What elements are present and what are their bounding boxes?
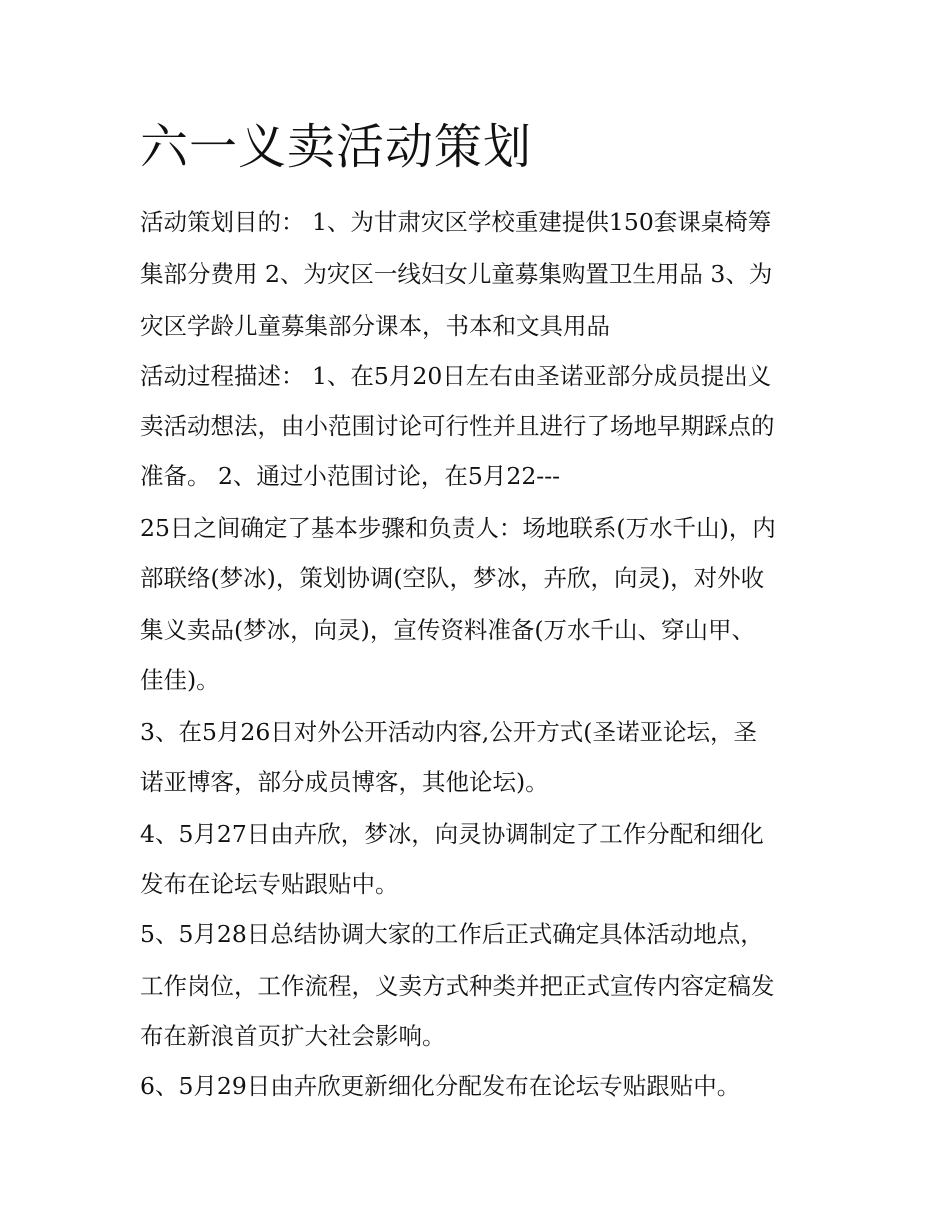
body-line: 活动过程描述： 1、在5月20日左右由圣诺亚部分成员提出义 — [140, 362, 772, 390]
body-line: 4、5月27日由卉欣，梦冰，向灵协调制定了工作分配和细化 — [140, 820, 764, 848]
body-line: 灾区学龄儿童募集部分课本，书本和文具用品 — [140, 312, 610, 340]
body-line: 5、5月28日总结协调大家的工作后正式确定具体活动地点， — [140, 920, 764, 948]
body-line: 活动策划目的： 1、为甘肃灾区学校重建提供150套课桌椅筹 — [140, 208, 772, 236]
body-line: 佳佳)。 — [140, 666, 220, 694]
body-line: 部联络(梦冰)，策划协调(空队，梦冰，卉欣，向灵)，对外收 — [140, 564, 765, 592]
body-line: 集部分费用 2、为灾区一线妇女儿童募集购置卫生用品 3、为 — [140, 260, 773, 288]
body-line: 准备。 2、通过小范围讨论，在5月22--- — [140, 462, 561, 490]
body-line: 集义卖品(梦冰，向灵)，宣传资料准备(万水千山、穿山甲、 — [140, 616, 756, 644]
body-line: 工作岗位，工作流程，义卖方式种类并把正式宣传内容定稿发 — [140, 972, 775, 1000]
body-line: 25日之间确定了基本步骤和负责人：场地联系(万水千山)，内 — [140, 514, 776, 542]
body-line: 6、5月29日由卉欣更新细化分配发布在论坛专贴跟贴中。 — [140, 1072, 741, 1100]
body-line: 布在新浪首页扩大社会影响。 — [140, 1022, 446, 1050]
body-line: 发布在论坛专贴跟贴中。 — [140, 870, 399, 898]
body-line: 3、在5月26日对外公开活动内容,公开方式(圣诺亚论坛，圣 — [140, 718, 757, 746]
body-line: 诺亚博客，部分成员博客，其他论坛)。 — [140, 768, 549, 796]
body-line: 卖活动想法，由小范围讨论可行性并且进行了场地早期踩点的 — [140, 412, 775, 440]
page-title: 六一义卖活动策划 — [140, 119, 533, 175]
